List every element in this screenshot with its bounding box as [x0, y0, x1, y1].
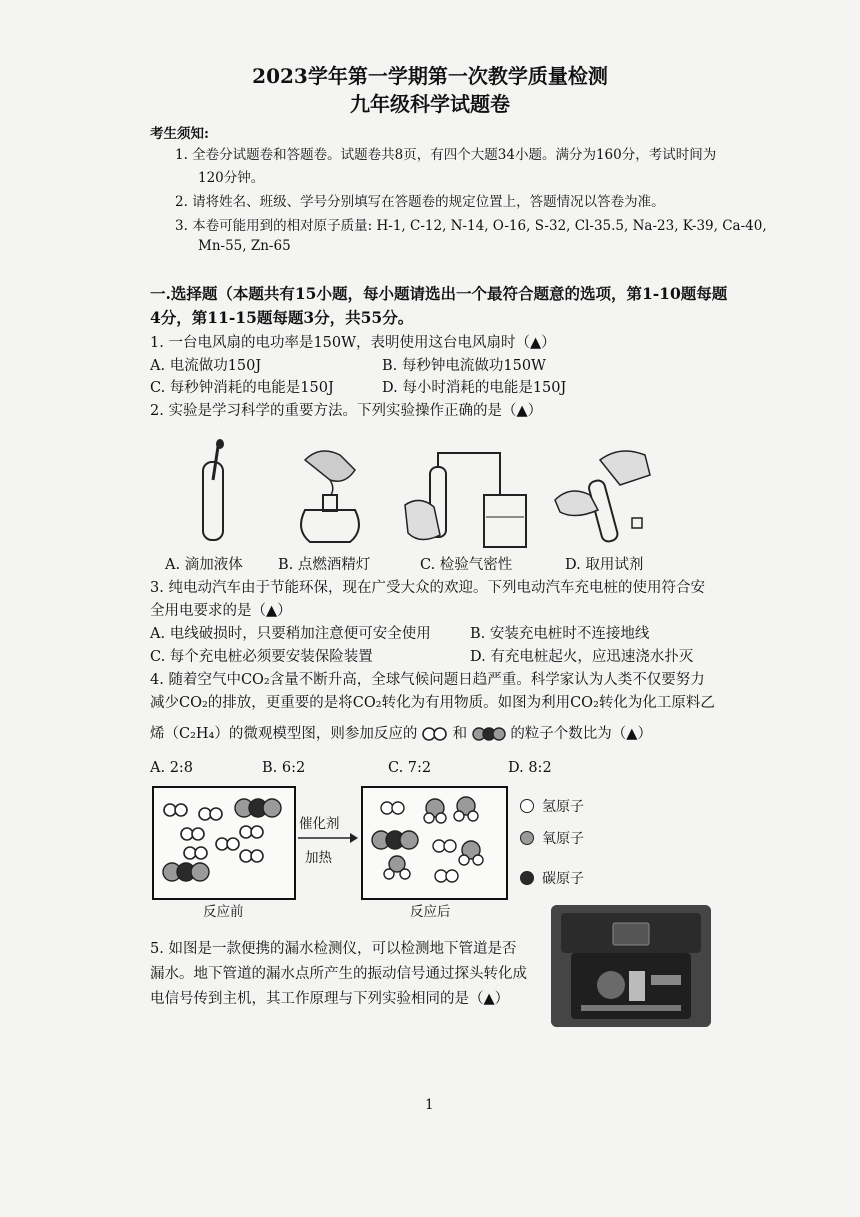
- notice-item-1: 1. 全卷分试题卷和答题卷。试题卷共8页，有四个大题34小题。满分为160分，考试时间为: [175, 147, 717, 163]
- q2-option-b: B. 点燃酒精灯: [278, 557, 371, 573]
- q3-option-b: B. 安装充电桩时不连接地线: [470, 626, 650, 642]
- page-number: 1: [425, 1097, 434, 1113]
- before-reaction-box: [152, 786, 296, 900]
- section-heading-cont: 4分，第11-15题每题3分，共55分。: [150, 308, 414, 327]
- oxygen-dot: [520, 831, 534, 845]
- legend-carbon-label: 碳原子: [542, 871, 584, 887]
- q3-option-c: C. 每个充电桩必须要安装保险装置: [150, 649, 373, 665]
- q4-option-c: C. 7:2: [388, 760, 432, 776]
- before-label: 反应前: [203, 904, 244, 920]
- alcohol-lamp-figure: [285, 440, 375, 550]
- q2-option-d: D. 取用试剂: [565, 557, 644, 573]
- q1-stem: 1. 一台电风扇的电功率是150W，表明使用这台电风扇时（▲）: [150, 335, 556, 351]
- q1-option-d: D. 每小时消耗的电能是150J: [382, 380, 567, 396]
- oxygen-molecule-icon: [422, 727, 448, 741]
- q4-option-d: D. 8:2: [508, 760, 552, 776]
- q1-option-a: A. 电流做功150J: [150, 358, 262, 374]
- arrow-bottom-label: 加热: [305, 850, 332, 866]
- q4-stem-part-c: 的粒子个数比为（▲）: [510, 726, 652, 742]
- exam-subtitle: 九年级科学试题卷: [350, 92, 510, 116]
- q1-option-c: C. 每秒钟消耗的电能是150J: [150, 380, 334, 396]
- notice-item-3-cont: Mn-55, Zn-65: [198, 238, 291, 254]
- legend-hydrogen-label: 氢原子: [542, 799, 584, 815]
- q3-option-d: D. 有充电桩起火，应迅速浇水扑灭: [470, 649, 694, 665]
- reaction-arrow: [298, 832, 358, 844]
- q5-stem-cont: 漏水。地下管道的漏水点所产生的振动信号通过探头转化成: [150, 966, 527, 982]
- after-reaction-box: [361, 786, 508, 900]
- dropper-test-tube-figure: [195, 440, 245, 550]
- legend-oxygen-label: 氧原子: [542, 831, 584, 847]
- legend-carbon: [520, 868, 584, 888]
- before-molecules: [154, 788, 294, 898]
- section-heading: 一.选择题（本题共有15小题，每小题请选出一个最符合题意的选项，第1-10题每题: [150, 284, 728, 303]
- legend-hydrogen: [520, 796, 584, 816]
- airtightness-figure: [400, 445, 540, 555]
- q2-stem: 2. 实验是学习科学的重要方法。下列实验操作正确的是（▲）: [150, 403, 543, 419]
- co2-molecule-icon: [472, 727, 506, 741]
- notice-item-2: 2. 请将姓名、班级、学号分别填写在答题卷的规定位置上，答题情况以答卷为准。: [175, 194, 665, 210]
- notice-item-1-cont: 120分钟。: [198, 170, 265, 186]
- carbon-dot: [520, 871, 534, 885]
- q4-stem-part-b: 和: [452, 726, 468, 742]
- q4-stem-cont-2: [150, 722, 652, 743]
- legend-oxygen: [520, 828, 584, 848]
- q4-stem-part-a: 烯（C₂H₄）的微观模型图，则参加反应的: [150, 726, 418, 742]
- q4-stem: 4. 随着空气中CO₂含量不断升高，全球气候问题日趋严重。科学家认为人类不仅要努力: [150, 672, 705, 688]
- notice-item-3: 3. 本卷可能用到的相对原子质量: H-1, C-12, N-14, O-16, S-32, Cl-35.5, Na-23, K-39, Ca-40,: [175, 218, 767, 234]
- leak-detector-photo: [551, 905, 711, 1027]
- q3-stem-cont: 全用电要求的是（▲）: [150, 603, 292, 619]
- after-label: 反应后: [410, 904, 451, 920]
- leak-detector-image: [551, 905, 711, 1027]
- q2-option-c: C. 检验气密性: [420, 557, 513, 573]
- q2-option-a: A. 滴加液体: [165, 557, 243, 573]
- q3-option-a: A. 电线破损时，只要稍加注意便可安全使用: [150, 626, 431, 642]
- q5-stem: 5. 如图是一款便携的漏水检测仪，可以检测地下管道是否: [150, 941, 517, 957]
- q4-stem-cont: 减少CO₂的排放，更重要的是将CO₂转化为有用物质。如图为利用CO₂转化为化工原料乙: [150, 695, 715, 711]
- exam-title: 2023学年第一学期第一次教学质量检测: [252, 64, 608, 88]
- after-molecules: [363, 788, 506, 898]
- q4-option-b: B. 6:2: [262, 760, 306, 776]
- q5-stem-cont-2: 电信号传到主机，其工作原理与下列实验相同的是（▲）: [150, 991, 510, 1007]
- q3-stem: 3. 纯电动汽车由于节能环保，现在广受大众的欢迎。下列电动汽车充电桩的使用符合安: [150, 580, 705, 596]
- hydrogen-dot: [520, 799, 534, 813]
- q1-option-b: B. 每秒钟电流做功150W: [382, 358, 546, 374]
- q4-option-a: A. 2:8: [150, 760, 194, 776]
- notice-heading: 考生须知:: [150, 126, 209, 142]
- arrow-top-label: 催化剂: [299, 816, 340, 832]
- reagent-figure: [550, 440, 660, 550]
